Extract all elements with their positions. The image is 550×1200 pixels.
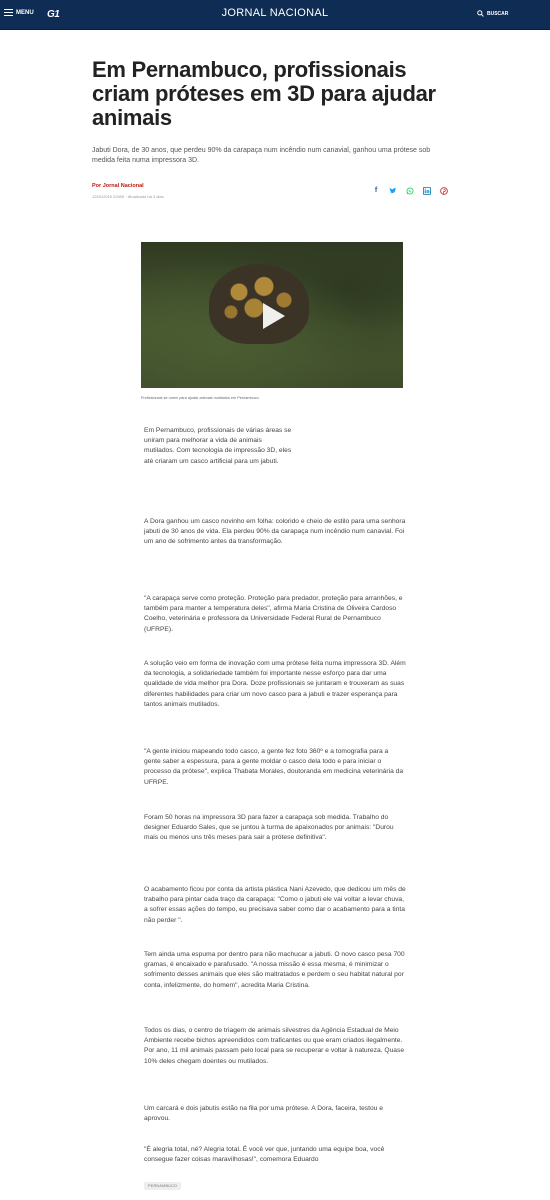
- search-icon: [477, 10, 484, 17]
- program-title[interactable]: JORNAL NACIONAL: [221, 7, 329, 19]
- byline-prefix: Por: [92, 183, 103, 189]
- topic-tag[interactable]: PERNAMBUCO: [144, 1182, 181, 1190]
- g1-logo[interactable]: G1: [47, 9, 60, 20]
- facebook-icon[interactable]: f: [374, 187, 378, 194]
- whatsapp-icon[interactable]: [406, 187, 414, 195]
- tortoise-image: [209, 264, 309, 344]
- twitter-icon[interactable]: [389, 187, 397, 195]
- video-player[interactable]: [141, 242, 403, 388]
- byline: [92, 183, 144, 189]
- article-paragraph: "A gente iniciou mapeando todo casco, a gente fez foto 360º e a tomografia para a gente saber a espessura, para a gente moldar o casco dela todo e para iniciar o processo da prótese", explica Thabata Morales, doutoranda em medicina veterinária da UFRPE.: [144, 748, 404, 786]
- article-paragraph: Todos os dias, o centro de triagem de animais silvestres da Agência Estadual de Meio Ambiente recebe bichos apreendidos com traficantes ou que eram criados ilegalmente. Por ano, 11 mil animais passam pelo local para se recuperar e voltar à natureza. Quase 10% deles chegam doentes ou mutilados.: [144, 1027, 405, 1065]
- search-button[interactable]: [477, 10, 508, 17]
- search-label: BUSCAR: [487, 10, 509, 17]
- video-caption: Profissionais se unem para ajudar animais mutilados em Pernambuco: [141, 396, 259, 400]
- publish-date: 12/01/2019 22h09 · Atualizado há 3 dias: [92, 194, 164, 199]
- pinterest-icon[interactable]: [440, 187, 448, 195]
- share-bar: [372, 187, 448, 195]
- article-paragraph: Tem ainda uma espuma por dentro para não machucar a jabuti. O novo casco pesa 700 gramas, é encaixado e parafusado. "A nossa missão é essa mesma, é minimizar o sofrimento desses animais que eles são maltratados e perdem o seu habitat natural por conta, infelizmente, do homem", acredita Maria Cristina.: [144, 951, 405, 989]
- article-paragraph: A solução veio em forma de inovação com uma prótese feita numa impressora 3D. Além da tecnologia, a solidariedade também foi importante nesse esforço para dar uma qualidade de vida melhor pra Dora. Doze profissionais se juntaram e trouxeram as suas diferentes habilidades para criar um novo casco para a jabuti e trazer esperança para tantos animais mutilados.: [144, 660, 406, 708]
- article-paragraph: "É alegria total, né? Alegria total. É você ver que, juntando uma equipe boa, você consegue fazer coisas maravilhosas!", comemora Eduardo: [144, 1146, 385, 1164]
- article-paragraph: Foram 50 horas na impressora 3D para fazer a carapaça sob medida. Trabalho do designer Eduardo Sales, que se juntou à turma de apaixonados por animais: "Durou mais ou menos uns três meses para sair a prótese definitiva".: [144, 814, 394, 842]
- article-paragraph: O acabamento ficou por conta da artista plástica Nani Azevedo, que dedicou um mês de trabalho para pintar cada traço da carapaça: "Como o jabuti ele vai voltar a levar chuva, a sofrer essas ações do tempo, eu precisava saber como dar o acabamento para a tinta não perder ".: [144, 886, 406, 924]
- play-icon[interactable]: [263, 303, 285, 329]
- article-subtitle: Jabuti Dora, de 30 anos, que perdeu 90% da carapaça num incêndio num canavial, ganhou uma prótese sob medida feita numa impressora 3D.: [92, 147, 431, 164]
- article-headline: Em Pernambuco, profissionais criam próteses em 3D para ajudar animais: [92, 57, 436, 130]
- linkedin-icon[interactable]: [423, 187, 431, 195]
- article-paragraph: "A carapaça serve como proteção. Proteção para predador, proteção para arranhões, e também para manter a temperatura deles", afirma Maria Cristina de Oliveira Cardoso Coelho, veterinária e professora da Universidade Federal Rural de Pernambuco (UFRPE).: [144, 595, 403, 633]
- menu-label: MENU: [16, 9, 34, 16]
- article-paragraph: Em Pernambuco, profissionais de várias áreas se uniram para melhorar a vida de animais mutilados. Com tecnologia de impressão 3D, eles até criaram um casco artificial para um jabuti.: [144, 427, 292, 465]
- article-paragraph: Um carcará e dois jabutis estão na fila por uma prótese. A Dora, faceira, testou e aprovou.: [144, 1105, 384, 1123]
- top-navigation-bar: [0, 0, 550, 30]
- byline-author[interactable]: Jornal Nacional: [102, 183, 144, 189]
- article-paragraph: A Dora ganhou um casco novinho em folha: colorido e cheio de estilo para uma senhora jabuti de 30 anos de vida. Ela perdeu 90% da carapaça num incêndio num canavial. Foi um ano de sofrimento antes da transformação.: [144, 518, 406, 546]
